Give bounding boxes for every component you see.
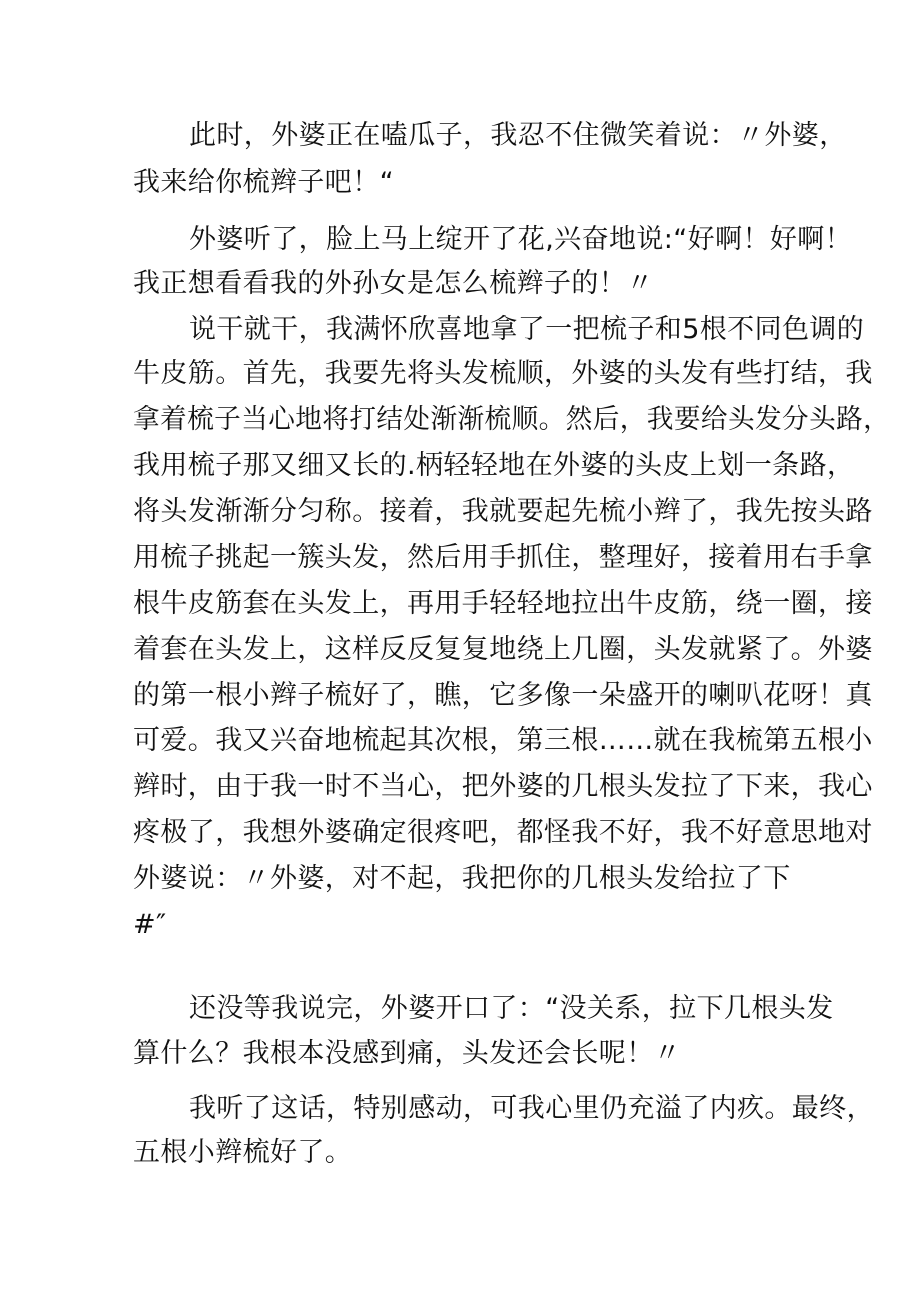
text-line: 五根小辫梳好了。 (133, 1137, 353, 1168)
text-line: 还没等我说完，外婆开口了：“没关系，拉下几根头发 (189, 993, 834, 1024)
text-line: #″ (133, 909, 167, 940)
text-line: 拿着梳子当心地将打结处渐渐梳顺。然后，我要给头发分头路， (133, 404, 891, 435)
text-line: 辫时，由于我一时不当心，把外婆的几根头发拉了下来，我心 (133, 771, 873, 802)
text-line: 我用梳子那又细又长的.柄轻轻地在外婆的头皮上划一条路， (133, 450, 855, 481)
text-line: 可爱。我又兴奋地梳起其次根，第三根……就在我梳第五根小 (133, 725, 873, 756)
text-line: 外婆听了，脸上马上绽开了花,兴奋地说:“好啊！好啊！ (189, 224, 853, 255)
text-line: 着套在头发上，这样反反复复地绕上几圈，头发就紧了。外婆 (133, 634, 873, 665)
text-line: 我正想看看我的外孙女是怎么梳辫子的！〃 (133, 268, 654, 299)
text-line: 我听了这话，特别感动，可我心里仍充溢了内疚。最终， (189, 1093, 874, 1124)
text-line: 根牛皮筋套在头发上，再用手轻轻地拉出牛皮筋，绕一圈，接 (133, 588, 873, 619)
text-line: 的第一根小辫子梳好了，瞧，它多像一朵盛开的喇叭花呀！真 (133, 680, 873, 711)
text-line: 此时，外婆正在嗑瓜子，我忍不住微笑着说：〃外婆， (189, 120, 847, 151)
text-line: 说干就干，我满怀欣喜地拿了一把梳子和5根不同色调的 (189, 314, 865, 345)
text-line: 算什么？我根本没感到痛，头发还会长呢！〃 (133, 1038, 681, 1069)
text-line: 用梳子挑起一簇头发，然后用手抓住，整理好，接着用右手拿 (133, 542, 873, 573)
text-line: 外婆说：〃外婆，对不起，我把你的几根头发给拉了下 (133, 863, 791, 894)
text-line: 疼极了，我想外婆确定很疼吧，都怪我不好，我不好意思地对 (133, 817, 873, 848)
text-line: 将头发渐渐分匀称。接着，我就要起先梳小辫了，我先按头路 (133, 496, 873, 527)
text-line: 我来给你梳辫子吧！“ (133, 167, 394, 198)
text-line: 牛皮筋。首先，我要先将头发梳顺，外婆的头发有些打结，我 (133, 358, 873, 389)
